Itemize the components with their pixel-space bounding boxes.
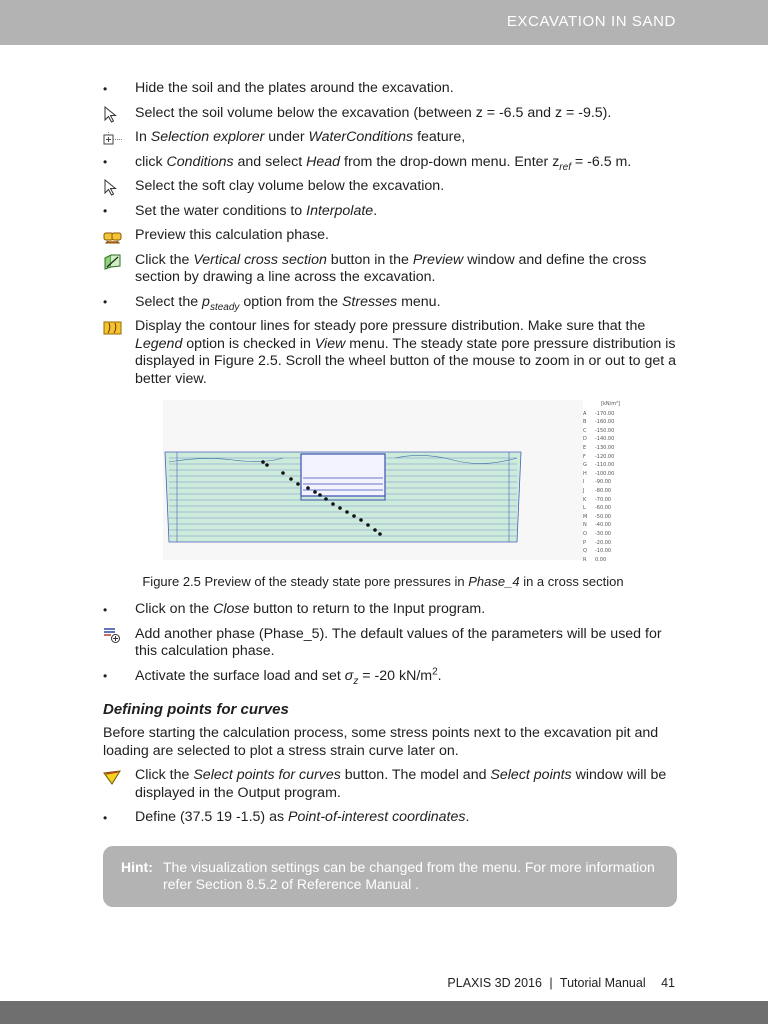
- legend-row: K -70.00: [583, 496, 612, 503]
- list-item: • Define (37.5 19 -1.5) as Point-of-interest coordinates.: [103, 809, 470, 825]
- chapter-title: EXCAVATION IN SAND: [506, 13, 676, 30]
- bullet-icon: •: [103, 81, 108, 96]
- legend-row: N -40.00: [583, 522, 612, 529]
- legend-row: I -90.00: [583, 479, 612, 486]
- hint-label: Hint:: [121, 858, 153, 875]
- list-item: Click the Select points for curves button. The model and Select points window will be displayed in the Output program.: [103, 767, 678, 802]
- select-pointer-icon: [103, 179, 123, 196]
- legend-row: A -170.00: [583, 410, 615, 417]
- list-item: Preview this calculation phase.: [103, 227, 678, 245]
- page-footer: PLAXIS 3D 2016 | Tutorial Manual 41: [447, 976, 675, 990]
- list-item: Add another phase (Phase_5). The default values of the parameters will be used for this calculation phase.: [103, 626, 678, 661]
- legend-row: E -130.00: [583, 444, 615, 451]
- bullet-icon: •: [103, 810, 108, 825]
- hint-text: The visualization settings can be changed from the menu. For more information refer Section 8.5.2 of Reference Manual .: [163, 858, 655, 892]
- legend-row: D -140.00: [583, 436, 615, 443]
- bullet-icon: •: [103, 295, 108, 310]
- legend-row: M -50.00: [583, 513, 612, 520]
- page-content: [103, 80, 678, 907]
- hint-box: [103, 846, 677, 907]
- legend-row: C -150.00: [583, 427, 615, 434]
- list-item: • Click on the Close button to return to the Input program.: [103, 601, 486, 617]
- bullet-icon: •: [103, 602, 108, 617]
- legend-row: F -120.00: [583, 453, 615, 460]
- list-item: Display the contour lines for steady pore pressure distribution. Make sure that the Legend option is checked in View menu. The steady state pore pressure distribution is displayed in Figure 2.5. Scroll the wheel button of the mouse to zoom in or out to get a better view.: [103, 318, 678, 388]
- list-item: • Hide the soil and the plates around the excavation.: [103, 80, 454, 96]
- add-phase-icon: [103, 627, 123, 644]
- legend-row: L -60.00: [583, 505, 612, 512]
- bullet-icon: •: [103, 155, 108, 170]
- list-item: • Activate the surface load and set $\sigma_z = -20$ $kN/m^2$.: [103, 665, 442, 687]
- footer-bar: [0, 1001, 768, 1024]
- select-pointer-icon: [103, 106, 123, 123]
- figure-caption: Figure 2.5 Preview of the steady state pore pressures in Phase_4 in a cross section: [142, 574, 624, 589]
- header-bar: [0, 0, 768, 45]
- legend-row: Q -10.00: [583, 548, 612, 555]
- section-intro: Before starting the calculation process, some stress points next to the excavation pit and loading are selected to plot a stress strain curve later on.: [103, 725, 659, 759]
- list-item: Select the soil volume below the excavation (between z = -6.5 and z = -9.5).: [103, 105, 678, 123]
- select-points-curves-icon: [103, 768, 123, 785]
- bullet-icon: •: [103, 204, 108, 219]
- contour-lines-icon: [103, 319, 123, 336]
- figure-2-5: [103, 400, 678, 572]
- section-heading: Defining points for curves: [103, 701, 289, 718]
- legend-row: H -100.00: [583, 470, 615, 477]
- legend-row: B -160.00: [583, 419, 615, 426]
- legend-row: G -110.00: [583, 462, 615, 469]
- bullet-icon: •: [103, 669, 108, 684]
- list-item: Select the soft clay volume below the excavation.: [103, 178, 678, 196]
- vertical-cross-section-icon: [103, 253, 123, 270]
- legend: [kN/m²] A -170.00 B -160.00 C -150.00 D -140.00 E -130.00 F -120.00 G -110.00 H -100.00 I -90.00 J -80.00 K -70.00 L -60.00 M -50.00 N -40.00 O -30.00 P -20.00 Q -10.00 R 0.00: [583, 400, 643, 564]
- list-item: Click the Vertical cross section button in the Preview window and define the cross section by drawing a line across the excavation.: [103, 252, 678, 287]
- list-item: • click Conditions and select Head from the drop-down menu. Enter $z_{ref} = -6.5$ m.: [103, 153, 632, 173]
- legend-row: R 0.00: [583, 556, 607, 563]
- legend-row: J -80.00: [583, 487, 612, 494]
- preview-phase-icon: [103, 228, 123, 245]
- legend-row: P -20.00: [583, 539, 612, 546]
- list-item: • Select the $p_{steady}$ option from the Stresses menu.: [103, 293, 441, 313]
- page-number: 41: [661, 976, 675, 990]
- legend-row: O -30.00: [583, 530, 612, 537]
- pore-pressure-cross-section-plot: [163, 400, 583, 560]
- list-item: • Set the water conditions to Interpolate.: [103, 202, 378, 219]
- selection-explorer-icon: [103, 130, 123, 147]
- list-item: In Selection explorer under WaterConditions feature,: [103, 129, 678, 147]
